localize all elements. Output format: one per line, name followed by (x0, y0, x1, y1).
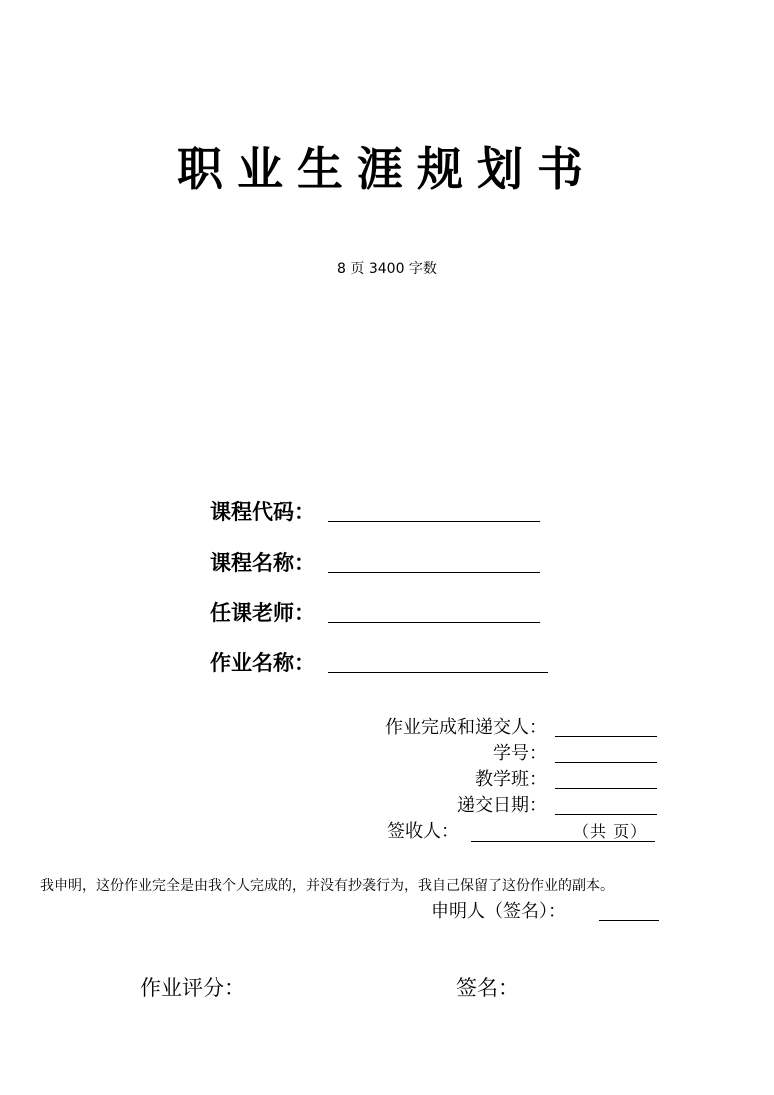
teacher-field[interactable] (328, 622, 540, 623)
submit-date-field[interactable] (555, 814, 657, 815)
declaration-text: 我申明，这份作业完全是由我个人完成的，并没有抄袭行为，我自己保留了这份作业的副本。 (40, 878, 614, 894)
course-name-label: 课程名称： (210, 551, 315, 575)
course-name-field[interactable] (328, 572, 540, 573)
declarer-row (431, 898, 659, 926)
student-id-field[interactable] (555, 762, 657, 763)
receiver-label: 签收人： (387, 821, 459, 842)
declarer-label: 申明人（签名）： (431, 901, 566, 922)
student-id-row (300, 742, 657, 766)
declarer-signature-field[interactable] (599, 920, 659, 921)
course-code-field[interactable] (328, 521, 540, 522)
course-code-row (210, 497, 550, 527)
class-label: 教学班： (475, 769, 547, 790)
class-field[interactable] (555, 788, 657, 789)
document-title: 职业生涯规划书 (177, 142, 597, 196)
submitter-row (300, 716, 657, 740)
teacher-row (210, 598, 550, 628)
assignment-name-label: 作业名称： (210, 651, 315, 675)
submit-date-row (300, 794, 657, 818)
page-count-text: （共 页） (573, 822, 648, 841)
teacher-label: 任课老师： (210, 601, 315, 625)
document-subtitle: 8 页 3400 字数 (337, 261, 437, 277)
course-code-label: 课程代码： (210, 500, 315, 524)
score-label: 作业评分： (140, 976, 245, 1000)
submit-date-label: 递交日期： (457, 795, 547, 816)
course-name-row (210, 548, 550, 578)
submitter-field[interactable] (555, 736, 657, 737)
grader-signature-label: 签名： (456, 976, 519, 1000)
submitter-label: 作业完成和递交人： (385, 717, 547, 738)
assignment-name-row (210, 648, 560, 678)
class-row (300, 768, 657, 792)
receiver-row (387, 820, 657, 844)
assignment-name-field[interactable] (328, 672, 548, 673)
student-id-label: 学号： (493, 743, 547, 764)
